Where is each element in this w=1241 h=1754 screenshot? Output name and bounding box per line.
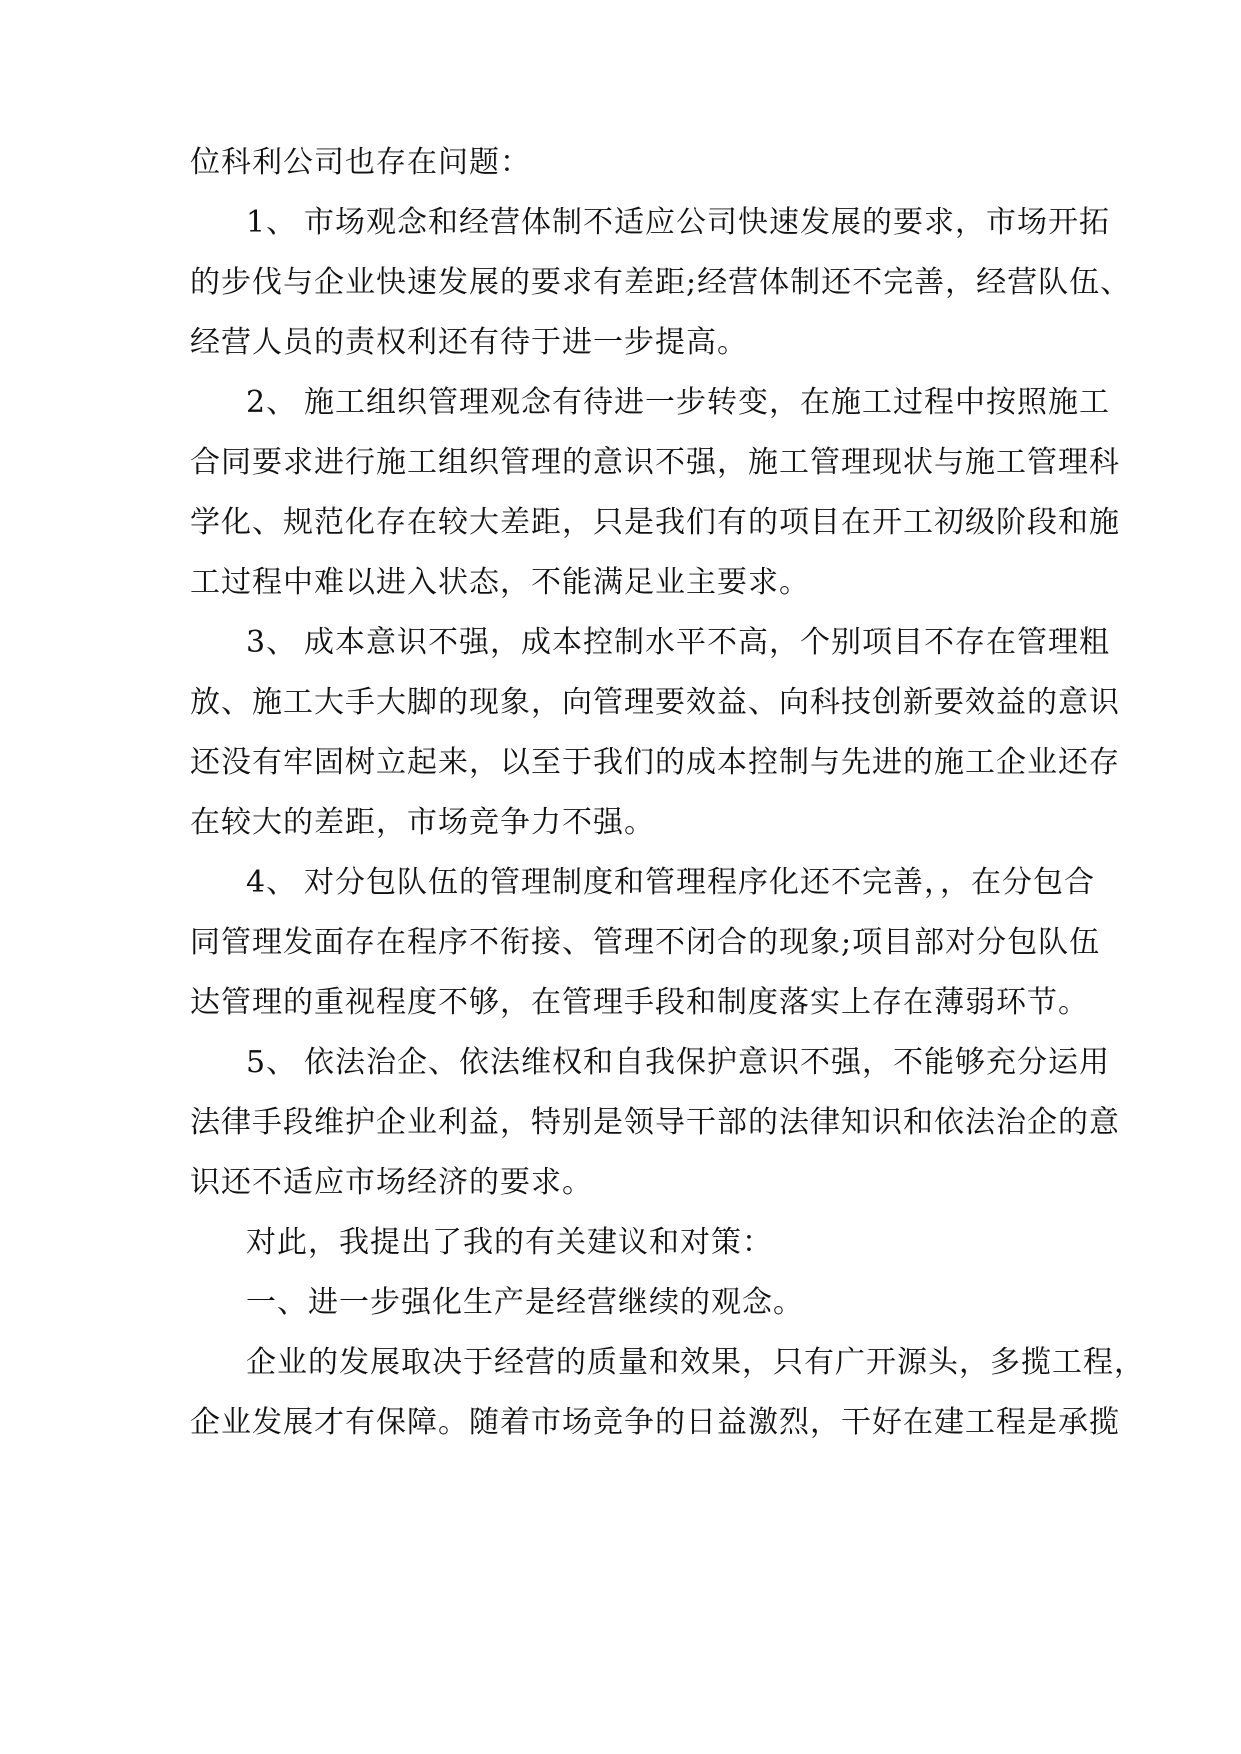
text-line: 达管理的重视程度不够，在管理手段和制度落实上存在薄弱环节。 [190, 985, 1089, 1020]
text-line: 还没有牢固树立起来，以至于我们的成本控制与先进的施工企业还存 [190, 745, 1120, 780]
text-line: 成本意识不强，成本控制水平不高，个别项目不存在管理粗 [304, 625, 1110, 660]
text-line: 在较大的差距，市场竞争力不强。 [190, 805, 655, 840]
list-number: 2、 [246, 385, 298, 420]
list-number: 1、 [246, 205, 298, 240]
text-line: 经营人员的责权利还有待于进一步提高。 [190, 325, 748, 360]
list-item-4-first-line [246, 863, 1095, 903]
list-item-5-first-line [246, 1043, 1110, 1083]
text-line: 对分包队伍的管理制度和管理程序化还不完善，，在分包合 [304, 865, 1095, 900]
text-line: 的步伐与企业快速发展的要求有差距;经营体制还不完善，经营队伍、 [190, 265, 1132, 300]
list-number: 4、 [246, 865, 298, 900]
text-line: 合同要求进行施工组织管理的意识不强，施工管理现状与施工管理科 [190, 445, 1120, 480]
section-heading: 一、进一步强化生产是经营继续的观念。 [246, 1285, 804, 1320]
text-line: 施工组织管理观念有待进一步转变，在施工过程中按照施工 [304, 385, 1110, 420]
text-line: 放、施工大手大脚的现象，向管理要效益、向科技创新要效益的意识 [190, 685, 1120, 720]
text-line: 市场观念和经营体制不适应公司快速发展的要求，市场开拓 [304, 205, 1110, 240]
text-line: 依法治企、依法维权和自我保护意识不强，不能够充分运用 [304, 1045, 1110, 1080]
text-line: 识还不适应市场经济的要求。 [190, 1165, 593, 1200]
text-line: 同管理发面存在程序不衔接、管理不闭合的现象;项目部对分包队伍 [190, 925, 1101, 960]
text-line: 工过程中难以进入状态，不能满足业主要求。 [190, 565, 810, 600]
text-line: 学化、规范化存在较大差距，只是我们有的项目在开工初级阶段和施 [190, 505, 1120, 540]
text-line: 法律手段维护企业利益，特别是领导干部的法律知识和依法治企的意 [190, 1105, 1120, 1140]
text-line: 企业发展才有保障。随着市场竞争的日益激烈，干好在建工程是承揽 [190, 1405, 1120, 1440]
text-line: 对此，我提出了我的有关建议和对策： [246, 1225, 773, 1260]
list-item-1-first-line [246, 203, 1110, 243]
list-item-2-first-line [246, 383, 1110, 423]
list-number: 3、 [246, 625, 298, 660]
list-number: 5、 [246, 1045, 298, 1080]
text-line: 位科利公司也存在问题： [190, 145, 531, 180]
list-item-3-first-line [246, 623, 1110, 663]
text-line: 企业的发展取决于经营的质量和效果，只有广开源头，多揽工程， [246, 1345, 1145, 1380]
